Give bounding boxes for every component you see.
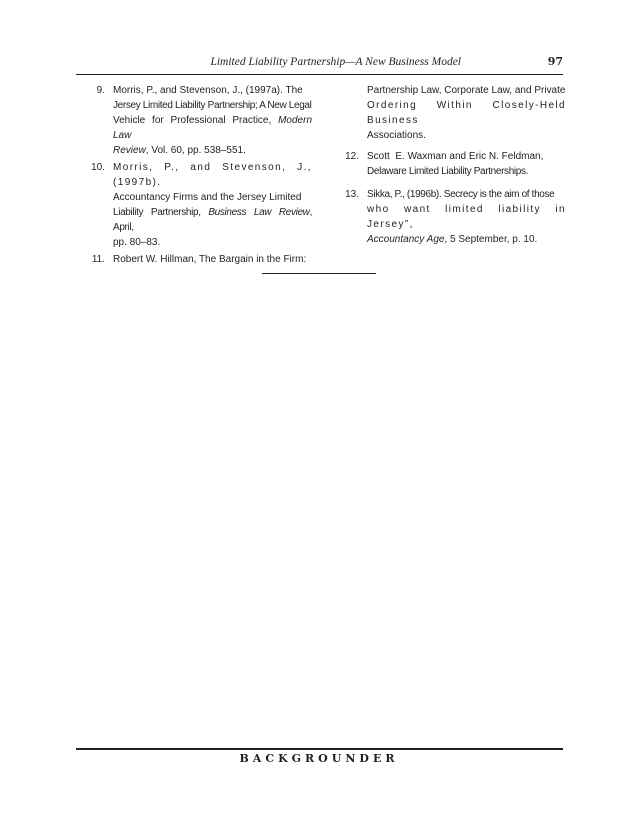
footer-label: BACKGROUNDER <box>239 752 399 765</box>
page-number: 97 <box>547 55 563 68</box>
journal-title: Accountancy Age <box>367 234 445 245</box>
footer-rule <box>76 748 563 750</box>
running-header <box>76 54 563 75</box>
reference-line: pp. 80–83. <box>113 237 161 248</box>
reference-9 <box>76 83 312 158</box>
reference-line: Jersey Limited Liability Partnership; A New Legal <box>113 100 312 111</box>
reference-number: 13. <box>345 189 359 200</box>
reference-line: Accountancy Age, 5 September, p. 10. <box>367 234 538 245</box>
reference-line: Robert W. Hillman, The Bargain in the Firm: <box>113 254 307 265</box>
reference-line: Accountancy Firms and the Jersey Limited <box>113 192 302 203</box>
reference-line: Associations. <box>367 130 426 141</box>
reference-number: 9. <box>96 85 105 96</box>
reference-12 <box>330 149 566 179</box>
reference-line: Delaware Limited Liability Partnerships. <box>367 166 529 177</box>
reference-line: Partnership Law, Corporate Law, and Private <box>367 85 566 96</box>
journal-title: Modern Law <box>113 115 312 141</box>
references-left-column <box>76 83 312 269</box>
reference-10 <box>76 160 312 250</box>
reference-line: Review, Vol. 60, pp. 538–551. <box>113 145 246 156</box>
reference-number: 11. <box>91 254 105 265</box>
reference-11 <box>76 252 312 267</box>
section-divider <box>262 273 376 274</box>
reference-number: 10. <box>91 162 105 173</box>
reference-line: Morris, P., and Stevenson, J., (1997b). <box>113 162 312 188</box>
reference-line: who want limited liability in Jersey”, <box>367 204 566 230</box>
reference-line: Vehicle for Professional Practice, Modern Law <box>113 115 312 141</box>
reference-line: Ordering Within Closely-Held Business <box>367 100 566 126</box>
header-title: Limited Liability Partnership—A New Business Model <box>210 56 461 68</box>
reference-line: Scott E. Waxman and Eric N. Feldman, <box>367 151 544 162</box>
reference-13 <box>330 187 566 247</box>
journal-title: Business Law Review <box>208 207 310 218</box>
reference-number: 12. <box>345 151 359 162</box>
reference-line: Morris, P., and Stevenson, J., (1997a). The <box>113 85 303 96</box>
reference-11-continued <box>330 83 566 143</box>
reference-line: Sikka, P., (1996b). Secrecy is the aim of those <box>367 189 555 200</box>
reference-line: Liability Partnership, Business Law Review, April, <box>113 207 312 233</box>
journal-title: Review <box>113 145 146 156</box>
references-right-column <box>330 83 566 255</box>
